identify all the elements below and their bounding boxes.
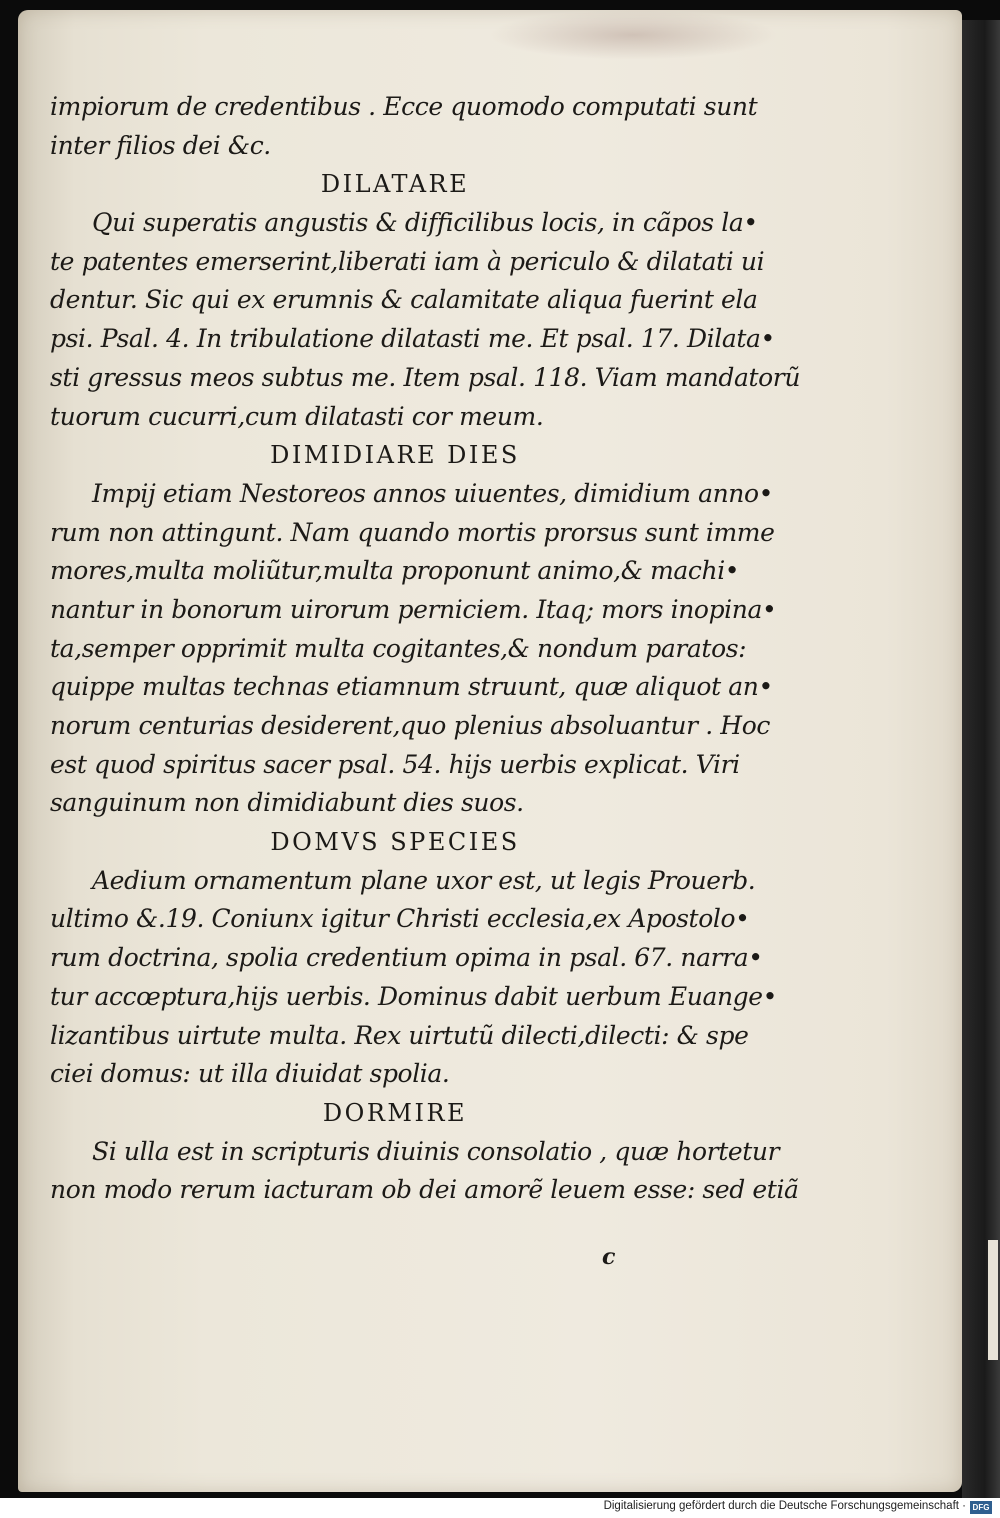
text-line: norum centurias desiderent,quo plenius absoluantur . Hoc — [50, 711, 770, 740]
page-text — [50, 88, 801, 1210]
text-line: est quod spiritus sacer psal. 54. hijs uerbis explicat. Viri — [50, 749, 740, 779]
text-line: Impij etiam Nestoreos annos uiuentes, dimidium anno• — [92, 478, 773, 508]
text-line: Aedium ornamentum plane uxor est, ut legis Prouerb. — [92, 865, 756, 895]
section-heading: DIMIDIARE DIES — [270, 441, 520, 470]
text-line: impiorum de credentibus . Ecce quomodo computati sunt — [50, 92, 758, 121]
text-line: non modo rerum iacturam ob dei amorẽ leuem esse: sed etiã — [50, 1175, 799, 1205]
text-line: sti gressus meos subtus me. Item psal. 118. Viam mandatorũ — [50, 362, 801, 392]
page-stain — [488, 10, 778, 60]
text-line: ultimo &.19. Coniunx igitur Christi ecclesia,ex Apostolo• — [50, 904, 750, 934]
text-line: te patentes emerserint,liberati iam à periculo & dilatati ui — [50, 246, 765, 276]
text-line: lizantibus uirtute multa. Rex uirtutũ dilecti,dilecti: & spe — [50, 1020, 749, 1050]
signature-mark: c — [602, 1244, 616, 1270]
text-line: psi. Psal. 4. In tribulatione dilatasti me. Et psal. 17. Dilata• — [50, 324, 775, 354]
text-line: nantur in bonorum uirorum perniciem. Itaq; mors inopina• — [50, 594, 777, 624]
page-edge-fragment — [988, 1240, 998, 1360]
text-line: inter filios dei &c. — [50, 130, 271, 160]
text-line: dentur. Sic qui ex erumnis & calamitate aliqua fuerint ela — [50, 285, 758, 315]
text-line: ciei domus: ut illa diuidat spolia. — [50, 1059, 450, 1089]
text-line: tur accœptura,hijs uerbis. Dominus dabit uerbum Euange• — [50, 981, 777, 1011]
section-heading: DILATARE — [320, 170, 470, 199]
text-line: quippe multas technas etiamnum struunt, quæ aliquot an• — [50, 672, 773, 702]
text-line: rum non attingunt. Nam quando mortis prorsus sunt imme — [50, 517, 775, 547]
dfg-logo-icon: DFG — [970, 1501, 992, 1514]
text-line: sanguinum non dimidiabunt dies suos. — [50, 788, 524, 818]
text-line: Qui superatis angustis & difficilibus locis, in cãpos la• — [92, 208, 758, 238]
text-line: tuorum cucurri,cum dilatasti cor meum. — [50, 401, 544, 431]
section-heading: DORMIRE — [322, 1098, 468, 1127]
text-line: mores,multa moliũtur,multa proponunt animo,& machi• — [50, 556, 740, 586]
funding-credit: Digitalisierung gefördert durch die Deutsche Forschungsgemeinschaft · — [603, 1500, 966, 1512]
text-line: rum doctrina, spolia credentium opima in psal. 67. narra• — [50, 943, 763, 973]
section-heading: DOMVS SPECIES — [270, 828, 520, 857]
text-line: Si ulla est in scripturis diuinis consolatio , quæ hortetur — [92, 1136, 780, 1166]
text-line: ta,semper opprimit multa cogitantes,& nondum paratos: — [50, 633, 747, 663]
